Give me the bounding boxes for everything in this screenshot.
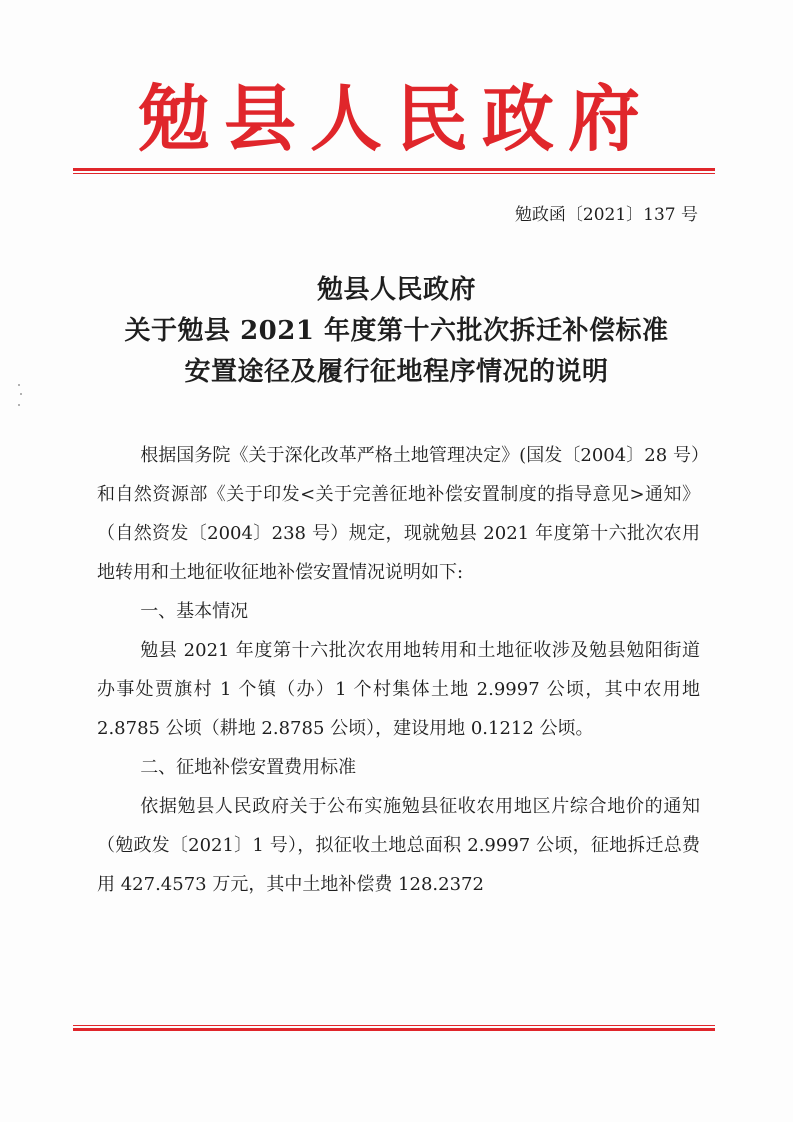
- footer-red-rule-thick: [73, 1028, 715, 1031]
- footer-red-rule-thin: [73, 1025, 715, 1026]
- document-body: [97, 436, 700, 904]
- header-red-rule-thin: [73, 173, 715, 174]
- intro-paragraph: 根据国务院《关于深化改革严格土地管理决定》(国发〔2004〕28 号）和自然资源部《关于印发<关于完善征地补偿安置制度的指导意见>通知》（自然资发〔2004〕238 号）规定，现就勉县 2021 年度第十六批次农用地转用和土地征收征地补偿安置情况说明如下:: [97, 445, 700, 583]
- title-line-1: 勉县人民政府: [316, 275, 476, 305]
- scan-speck: [18, 404, 20, 406]
- issuing-authority-header: 勉县人民政府: [137, 77, 654, 161]
- title-line-2: 关于勉县 2021 年度第十六批次拆迁补偿标准: [124, 316, 669, 346]
- document-title: [60, 270, 733, 393]
- section-heading-basic-info: 一、基本情况: [140, 601, 249, 622]
- section-paragraph-basic-info: 勉县 2021 年度第十六批次农用地转用和土地征收涉及勉县勉阳街道办事处贾旗村 1 个镇（办）1 个村集体土地 2.9997 公顷，其中农用地 2.8785 公顷（耕地 2.8785 公顷），建设用地 0.1212 公顷。: [97, 640, 700, 739]
- document-number: 勉政函〔2021〕137 号: [514, 205, 698, 225]
- scan-speck: [20, 393, 22, 395]
- section-heading-compensation-standard: 二、征地补偿安置费用标准: [140, 757, 357, 778]
- scan-speck: [18, 384, 20, 386]
- title-line-3: 安置途径及履行征地程序情况的说明: [184, 357, 609, 387]
- section-paragraph-compensation-standard: 依据勉县人民政府关于公布实施勉县征收农用地区片综合地价的通知（勉政发〔2021〕1 号），拟征收土地总面积 2.9997 公顷，征地拆迁总费用 427.4573 万元，其中土地补偿费 128.2372: [97, 796, 700, 895]
- header-red-rule-thick: [73, 168, 715, 171]
